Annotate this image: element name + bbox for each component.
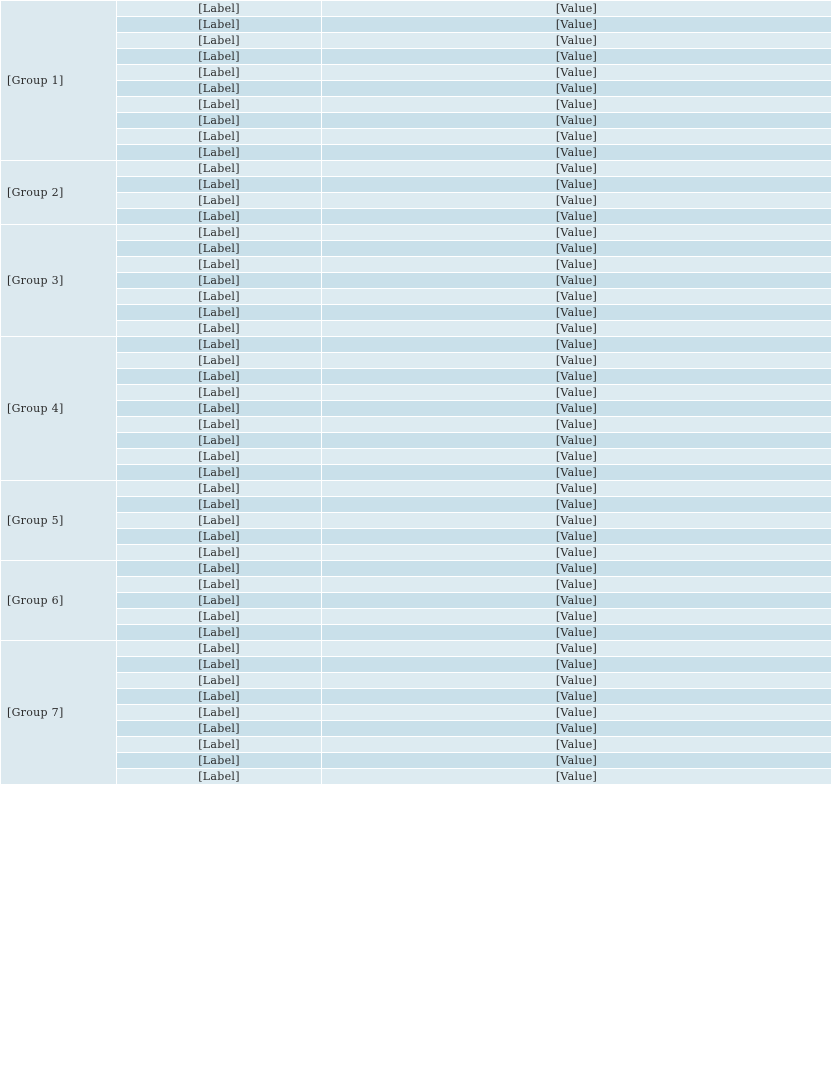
spec-value: [Value] bbox=[322, 305, 831, 321]
spec-row bbox=[1, 209, 831, 225]
spec-row bbox=[1, 513, 831, 529]
spec-value: [Value] bbox=[322, 81, 831, 97]
spec-value: [Value] bbox=[322, 17, 831, 33]
spec-label: [Label] bbox=[117, 273, 322, 289]
spec-row bbox=[1, 81, 831, 97]
spec-value: [Value] bbox=[322, 577, 831, 593]
spec-label: [Label] bbox=[117, 513, 322, 529]
spec-label: [Label] bbox=[117, 737, 322, 753]
spec-label: [Label] bbox=[117, 577, 322, 593]
spec-row bbox=[1, 737, 831, 753]
spec-value: [Value] bbox=[322, 321, 831, 337]
spec-label: [Label] bbox=[117, 689, 322, 705]
spec-label: [Label] bbox=[117, 609, 322, 625]
spec-value: [Value] bbox=[322, 609, 831, 625]
spec-row bbox=[1, 465, 831, 481]
spec-label: [Label] bbox=[117, 385, 322, 401]
spec-row bbox=[1, 481, 831, 497]
spec-value: [Value] bbox=[322, 65, 831, 81]
spec-label: [Label] bbox=[117, 305, 322, 321]
spec-value: [Value] bbox=[322, 193, 831, 209]
spec-label: [Label] bbox=[117, 657, 322, 673]
spec-value: [Value] bbox=[322, 129, 831, 145]
category-label: [Group 6] bbox=[1, 561, 117, 641]
spec-row bbox=[1, 577, 831, 593]
spec-value: [Value] bbox=[322, 49, 831, 65]
spec-label: [Label] bbox=[117, 465, 322, 481]
spec-label: [Label] bbox=[117, 241, 322, 257]
spec-label: [Label] bbox=[117, 289, 322, 305]
spec-label: [Label] bbox=[117, 673, 322, 689]
spec-row bbox=[1, 625, 831, 641]
spec-value: [Value] bbox=[322, 465, 831, 481]
spec-row bbox=[1, 529, 831, 545]
spec-value: [Value] bbox=[322, 417, 831, 433]
spec-row bbox=[1, 129, 831, 145]
spec-value: [Value] bbox=[322, 641, 831, 657]
spec-label: [Label] bbox=[117, 209, 322, 225]
spec-label: [Label] bbox=[117, 417, 322, 433]
spec-label: [Label] bbox=[117, 97, 322, 113]
spec-value: [Value] bbox=[322, 753, 831, 769]
spec-value: [Value] bbox=[322, 369, 831, 385]
spec-label: [Label] bbox=[117, 177, 322, 193]
spec-label: [Label] bbox=[117, 65, 322, 81]
spec-value: [Value] bbox=[322, 433, 831, 449]
spec-label: [Label] bbox=[117, 321, 322, 337]
spec-value: [Value] bbox=[322, 657, 831, 673]
spec-value: [Value] bbox=[322, 705, 831, 721]
category-label: [Group 2] bbox=[1, 161, 117, 225]
spec-row bbox=[1, 257, 831, 273]
spec-value: [Value] bbox=[322, 273, 831, 289]
spec-row bbox=[1, 753, 831, 769]
spec-label: [Label] bbox=[117, 401, 322, 417]
spec-label: [Label] bbox=[117, 705, 322, 721]
spec-label: [Label] bbox=[117, 769, 322, 785]
category-label: [Group 3] bbox=[1, 225, 117, 337]
spec-row bbox=[1, 49, 831, 65]
spec-row bbox=[1, 193, 831, 209]
spec-value: [Value] bbox=[322, 161, 831, 177]
spec-label: [Label] bbox=[117, 433, 322, 449]
spec-row bbox=[1, 657, 831, 673]
spec-label: [Label] bbox=[117, 641, 322, 657]
spec-value: [Value] bbox=[322, 449, 831, 465]
spec-row bbox=[1, 161, 831, 177]
spec-row bbox=[1, 353, 831, 369]
spec-value: [Value] bbox=[322, 33, 831, 49]
spec-value: [Value] bbox=[322, 529, 831, 545]
spec-value: [Value] bbox=[322, 145, 831, 161]
spec-row bbox=[1, 705, 831, 721]
spec-row bbox=[1, 1, 831, 17]
spec-row bbox=[1, 721, 831, 737]
spec-label: [Label] bbox=[117, 561, 322, 577]
spec-row bbox=[1, 689, 831, 705]
spec-row bbox=[1, 545, 831, 561]
spec-value: [Value] bbox=[322, 113, 831, 129]
spec-value: [Value] bbox=[322, 337, 831, 353]
spec-row bbox=[1, 33, 831, 49]
spec-row bbox=[1, 385, 831, 401]
spec-row bbox=[1, 97, 831, 113]
spec-value: [Value] bbox=[322, 1, 831, 17]
spec-row bbox=[1, 17, 831, 33]
spec-row bbox=[1, 369, 831, 385]
spec-row bbox=[1, 769, 831, 785]
spec-value: [Value] bbox=[322, 97, 831, 113]
spec-value: [Value] bbox=[322, 737, 831, 753]
spec-value: [Value] bbox=[322, 177, 831, 193]
spec-row bbox=[1, 273, 831, 289]
spec-label: [Label] bbox=[117, 497, 322, 513]
spec-value: [Value] bbox=[322, 353, 831, 369]
spec-value: [Value] bbox=[322, 209, 831, 225]
spec-label: [Label] bbox=[117, 1, 322, 17]
spec-label: [Label] bbox=[117, 33, 322, 49]
category-label: [Group 7] bbox=[1, 641, 117, 785]
spec-row bbox=[1, 593, 831, 609]
spec-value: [Value] bbox=[322, 241, 831, 257]
spec-row bbox=[1, 449, 831, 465]
spec-label: [Label] bbox=[117, 721, 322, 737]
spec-label: [Label] bbox=[117, 369, 322, 385]
spec-value: [Value] bbox=[322, 545, 831, 561]
spec-label: [Label] bbox=[117, 257, 322, 273]
spec-row bbox=[1, 609, 831, 625]
spec-row bbox=[1, 641, 831, 657]
spec-value: [Value] bbox=[322, 689, 831, 705]
spec-value: [Value] bbox=[322, 385, 831, 401]
spec-row bbox=[1, 497, 831, 513]
spec-value: [Value] bbox=[322, 497, 831, 513]
spec-row bbox=[1, 225, 831, 241]
spec-value: [Value] bbox=[322, 769, 831, 785]
spec-value: [Value] bbox=[322, 289, 831, 305]
spec-row bbox=[1, 337, 831, 353]
spec-value: [Value] bbox=[322, 721, 831, 737]
spec-value: [Value] bbox=[322, 513, 831, 529]
category-label: [Group 4] bbox=[1, 337, 117, 481]
spec-row bbox=[1, 113, 831, 129]
spec-label: [Label] bbox=[117, 529, 322, 545]
category-label: [Group 1] bbox=[1, 1, 117, 161]
spec-label: [Label] bbox=[117, 113, 322, 129]
spec-row bbox=[1, 401, 831, 417]
spec-value: [Value] bbox=[322, 401, 831, 417]
spec-value: [Value] bbox=[322, 481, 831, 497]
spec-row bbox=[1, 321, 831, 337]
spec-value: [Value] bbox=[322, 257, 831, 273]
spec-label: [Label] bbox=[117, 161, 322, 177]
spec-value: [Value] bbox=[322, 673, 831, 689]
spec-label: [Label] bbox=[117, 353, 322, 369]
spec-row bbox=[1, 305, 831, 321]
spec-label: [Label] bbox=[117, 753, 322, 769]
spec-row bbox=[1, 241, 831, 257]
category-label: [Group 5] bbox=[1, 481, 117, 561]
spec-row bbox=[1, 673, 831, 689]
spec-value: [Value] bbox=[322, 593, 831, 609]
spec-row bbox=[1, 177, 831, 193]
spec-row bbox=[1, 145, 831, 161]
spec-label: [Label] bbox=[117, 337, 322, 353]
spec-table-body bbox=[1, 1, 831, 785]
spec-label: [Label] bbox=[117, 193, 322, 209]
spec-label: [Label] bbox=[117, 545, 322, 561]
spec-row bbox=[1, 561, 831, 577]
spec-row bbox=[1, 65, 831, 81]
spec-label: [Label] bbox=[117, 225, 322, 241]
spec-label: [Label] bbox=[117, 129, 322, 145]
spec-value: [Value] bbox=[322, 625, 831, 641]
spec-label: [Label] bbox=[117, 145, 322, 161]
spec-value: [Value] bbox=[322, 225, 831, 241]
spec-label: [Label] bbox=[117, 625, 322, 641]
spec-row bbox=[1, 289, 831, 305]
spec-label: [Label] bbox=[117, 481, 322, 497]
spec-label: [Label] bbox=[117, 17, 322, 33]
spec-row bbox=[1, 417, 831, 433]
spec-label: [Label] bbox=[117, 81, 322, 97]
spec-row bbox=[1, 433, 831, 449]
spec-label: [Label] bbox=[117, 49, 322, 65]
spec-label: [Label] bbox=[117, 449, 322, 465]
spec-value: [Value] bbox=[322, 561, 831, 577]
spec-label: [Label] bbox=[117, 593, 322, 609]
